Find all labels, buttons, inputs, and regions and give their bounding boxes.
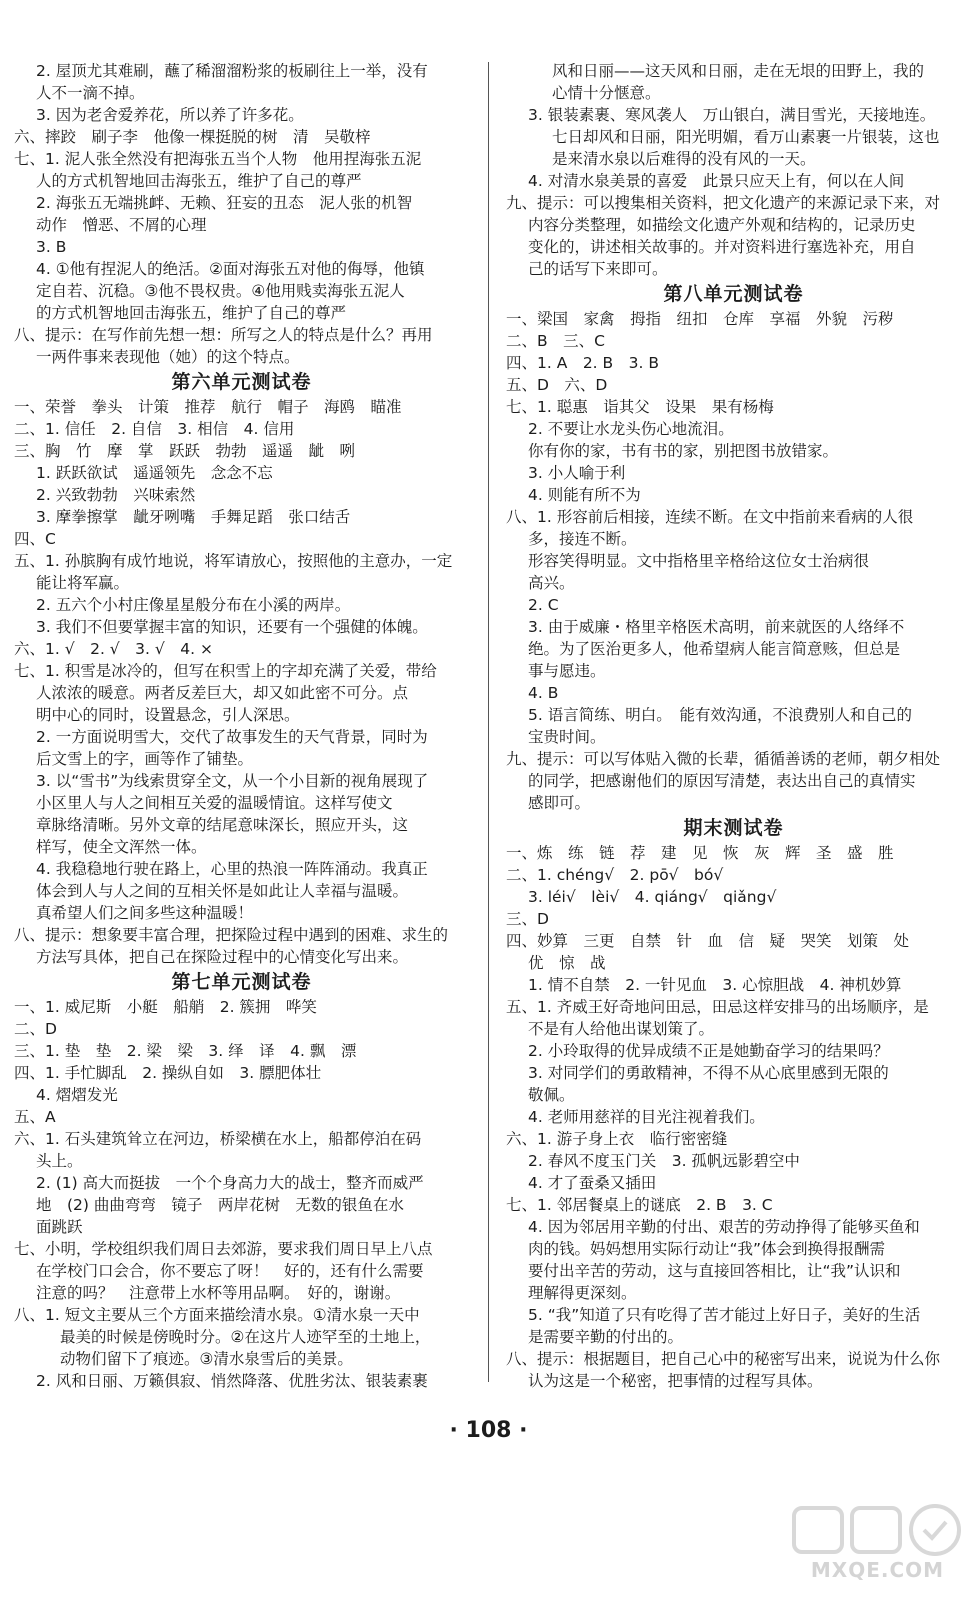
answer-line: 面跳跃 <box>36 1218 83 1236</box>
section-heading: 期末测试卷 <box>683 817 784 839</box>
answer-line: 是需要辛勤的付出的。 <box>528 1328 684 1346</box>
answer-line: 体会到人与人之间的互相关怀是如此让人幸福与温暖。 <box>36 882 409 900</box>
answer-line: 3. B <box>36 238 67 256</box>
answer-line: 后文雪上的字，画等作了铺垫。 <box>36 750 254 768</box>
answer-line: 动作 憎恶、不屑的心理 <box>36 216 207 234</box>
answer-line: 明中心的同时，设置悬念，引人深思。 <box>36 706 300 724</box>
right-column <box>506 60 961 1392</box>
answer-line: 四、C <box>14 530 56 548</box>
answer-line: 人不一滴不掉。 <box>36 84 145 102</box>
page-number: · 108 · <box>449 1418 528 1443</box>
answer-line: 八、提示：想象要丰富合理，把探险过程中遇到的困难、求生的 <box>14 926 449 944</box>
answer-line: 二、D <box>14 1020 57 1038</box>
answer-line: 优 惊 战 <box>528 954 606 972</box>
answer-line: 二、1. 信任 2. 自信 3. 相信 4. 信用 <box>14 420 295 438</box>
answer-line: 2. 春风不度玉门关 3. 孤帆远影碧空中 <box>528 1152 800 1170</box>
answer-line: 2. 海张五无端挑衅、无赖、狂妄的丑态 泥人张的机智 <box>36 194 413 212</box>
answer-line: 真希望人们之间多些这种温暖！ <box>36 904 254 922</box>
answer-line: 感即可。 <box>528 794 591 812</box>
answer-line: 的方式机智地回击海张五，维护了自己的尊严 <box>36 304 347 322</box>
answer-line: 四、1. A 2. B 3. B <box>506 354 660 372</box>
answer-line: 一两件事来表现他（她）的这个特点。 <box>36 348 300 366</box>
answer-line: 3. 由于威廉・格里辛格医术高明，前来就医的人络绎不 <box>528 618 905 636</box>
answer-line: 4. 则能有所不为 <box>528 486 641 504</box>
answer-line: 二、B 三、C <box>506 332 605 350</box>
answer-line: 3. 我们不但要掌握丰富的知识，还要有一个强健的体魄。 <box>36 618 428 636</box>
answer-line: 动物们留下了痕迹。③清水泉雪后的美景。 <box>60 1350 353 1368</box>
answer-line: 八、提示：根据题目，把自己心中的秘密写出来，说说为什么你 <box>506 1350 941 1368</box>
answer-line: 三、1. 垫 垫 2. 梁 梁 3. 绎 译 4. 飘 漂 <box>14 1042 357 1060</box>
answer-line: 3. 对同学们的勇敢精神，不得不从心底里感到无限的 <box>528 1064 889 1082</box>
answer-line: 高兴。 <box>528 574 575 592</box>
answer-line: 二、1. chéng√ 2. pō√ bó√ <box>506 866 724 884</box>
answer-line: 四、妙算 三更 自禁 针 血 信 疑 哭笑 划策 处 <box>506 932 910 950</box>
answer-line: 样写，使全文浑然一体。 <box>36 838 207 856</box>
answer-line: 2. 五六个小村庄像星星般分布在小溪的两岸。 <box>36 596 351 614</box>
answer-line: 2. C <box>528 596 559 614</box>
answer-line: 小区里人与人之间相互关爱的温暖情谊。这样写使文 <box>36 794 393 812</box>
answer-line: 2. 屋顶尤其难刷，蘸了稀溜溜粉浆的板刷往上一举，没有 <box>36 62 428 80</box>
answer-line: 4. B <box>528 684 559 702</box>
answer-line: 八、提示：在写作前先想一想：所写之人的特点是什么？再用 <box>14 326 433 344</box>
answer-line: 七、1. 聪惠 诣其父 设果 果有杨梅 <box>506 398 774 416</box>
answer-line: 3. 银装素裹、寒风袭人 万山银白，满目雪光，天接地连。 <box>528 106 936 124</box>
answer-line: 五、A <box>14 1108 56 1126</box>
answer-line: 4. 因为邻居用辛勤的付出、艰苦的劳动挣得了能够买鱼和 <box>528 1218 920 1236</box>
answer-line: 一、荣誉 拳头 计策 推荐 航行 帽子 海鸥 瞄准 <box>14 398 402 416</box>
answer-line: 七、1. 泥人张全然没有把海张五当个人物 他用捏海张五泥 <box>14 150 422 168</box>
answer-line: 四、1. 手忙脚乱 2. 操纵自如 3. 膘肥体壮 <box>14 1064 322 1082</box>
answer-line: 五、D 六、D <box>506 376 608 394</box>
answer-line: 地 (2) 曲曲弯弯 镜子 两岸花树 无数的银鱼在水 <box>36 1196 404 1214</box>
answer-line: 1. 情不自禁 2. 一针见血 3. 心惊胆战 4. 神机妙算 <box>528 976 902 994</box>
answer-line: 3. 因为老舍爱养花，所以养了许多花。 <box>36 106 304 124</box>
answer-line: 七、1. 积雪是冰冷的，但写在积雪上的字却充满了关爱，带给 <box>14 662 437 680</box>
answer-line: 六、摔跤 刷子李 他像一棵挺脱的树 清 吴敬梓 <box>14 128 371 146</box>
answer-line: 内容分类整理，如描绘文化遗产外观和结构的，记录历史 <box>528 216 916 234</box>
answer-line: 一、梁国 家禽 拇指 纽扣 仓库 享福 外貌 污秽 <box>506 310 894 328</box>
answer-line: 的同学，把感谢他们的原因写清楚，表达出自己的真情实 <box>528 772 916 790</box>
answer-line: 敬佩。 <box>528 1086 575 1104</box>
answer-line: 方法写具体，把自己在探险过程中的心情变化写出来。 <box>36 948 409 966</box>
answer-line: 心情十分惬意。 <box>552 84 661 102</box>
answer-line: 九、提示：可以写体贴入微的长辈，循循善诱的老师，朝夕相处 <box>506 750 941 768</box>
section-heading: 第八单元测试卷 <box>663 283 804 305</box>
answer-line: 2. (1) 高大而挺拔 一个个身高力大的战士，整齐而威严 <box>36 1174 424 1192</box>
answer-line: 形容笑得明显。文中指格里辛格给这位女士治病很 <box>528 552 870 570</box>
answer-line: 2. 兴致勃勃 兴味索然 <box>36 486 196 504</box>
watermark-logo <box>790 1500 965 1590</box>
answer-line: 六、1. 游子身上衣 临行密密缝 <box>506 1130 728 1148</box>
answer-line: 3. 以“雪书”为线索贯穿全文，从一个小目新的视角展现了 <box>36 772 429 790</box>
answer-line: 事与愿违。 <box>528 662 606 680</box>
answer-line: 三、D <box>506 910 549 928</box>
answer-line: 能让将军赢。 <box>36 574 130 592</box>
answer-line: 七、小明，学校组织我们周日去郊游，要求我们周日早上八点 <box>14 1240 433 1258</box>
answer-line: 在学校门口会合，你不要忘了呀！ 好的，还有什么需要 <box>36 1262 424 1280</box>
answer-line: 4. 熠熠发光 <box>36 1086 118 1104</box>
answer-line: 5. 语言简练、明白。 能有效沟通，不浪费别人和自己的 <box>528 706 912 724</box>
answer-line: 不是有人给他出谋划策了。 <box>528 1020 715 1038</box>
answer-line: 1. 跃跃欲试 遥遥领先 念念不忘 <box>36 464 273 482</box>
answer-line: 5. “我”知道了只有吃得了苦才能过上好日子，美好的生活 <box>528 1306 921 1324</box>
answer-line: 注意的吗？ 注意带上水杯等用品啊。 好的，谢谢。 <box>36 1284 401 1302</box>
answer-line: 风和日丽——这天风和日丽，走在无垠的田野上，我的 <box>552 62 925 80</box>
answer-line: 绝。为了医治更多人，他希望病人能言简意赅，但总是 <box>528 640 901 658</box>
answer-line: 4. 才了蚕桑又插田 <box>528 1174 657 1192</box>
answer-line: 人的方式机智地回击海张五，维护了自己的尊严 <box>36 172 362 190</box>
answer-line: 肉的钱。妈妈想用实际行动让“我”体会到换得报酬需 <box>528 1240 886 1258</box>
answer-line: 4. 老师用慈祥的目光注视着我们。 <box>528 1108 765 1126</box>
answer-line: 宝贵时间。 <box>528 728 606 746</box>
section-heading: 第七单元测试卷 <box>171 971 312 993</box>
answer-line: 六、1. √ 2. √ 3. √ 4. × <box>14 640 213 658</box>
answer-line: 4. 我稳稳地行驶在路上，心里的热浪一阵阵涌动。我真正 <box>36 860 428 878</box>
answer-line: 多，接连不断。 <box>528 530 637 548</box>
answer-line: 2. 不要让水龙头伤心地流泪。 <box>528 420 734 438</box>
watermark-logo-icon <box>790 1500 965 1560</box>
answer-line: 八、1. 形容前后相接，连续不断。在文中指前来看病的人很 <box>506 508 914 526</box>
answer-line: 3. 摩拳擦掌 龇牙咧嘴 手舞足蹈 张口结舌 <box>36 508 351 526</box>
answer-line: 理解得更深刻。 <box>528 1284 637 1302</box>
answer-line: 五、1. 齐威王好奇地问田忌，田忌这样安排马的出场顺序，是 <box>506 998 929 1016</box>
answer-line: 头上。 <box>36 1152 83 1170</box>
answer-line: 一、1. 威尼斯 小艇 船艄 2. 簇拥 哗笑 <box>14 998 317 1016</box>
column-divider <box>488 62 489 1382</box>
left-column <box>14 60 469 1392</box>
section-heading: 第六单元测试卷 <box>171 371 312 393</box>
answer-line: 人浓浓的暖意。两者反差巨大，却又如此密不可分。点 <box>36 684 409 702</box>
answer-line: 变化的，讲述相关故事的。并对资料进行塞选补充，用自 <box>528 238 916 256</box>
answer-line: 章脉络清晰。另外文章的结尾意味深长，照应开头，这 <box>36 816 409 834</box>
answer-line: 五、1. 孙膑胸有成竹地说，将军请放心，按照他的主意办，一定 <box>14 552 453 570</box>
answer-line: 4. ①他有捏泥人的绝活。②面对海张五对他的侮辱，他镇 <box>36 260 425 278</box>
answer-line: 2. 小玲取得的优异成绩不正是她勤奋学习的结果吗？ <box>528 1042 889 1060</box>
answer-line: 己的话写下来即可。 <box>528 260 668 278</box>
answer-line: 八、1. 短文主要从三个方面来描绘清水泉。①清水泉一天中 <box>14 1306 420 1324</box>
answer-line: 七日却风和日丽，阳光明媚，看万山素裹一片银装，这也 <box>552 128 940 146</box>
answer-line: 定自若、沉稳。③他不畏权贵。④他用贱卖海张五泥人 <box>36 282 405 300</box>
answer-line: 2. 风和日丽、万籁俱寂、悄然降落、优胜劣汰、银装素裹 <box>36 1372 428 1390</box>
answer-line: 3. 小人喻于利 <box>528 464 626 482</box>
answer-line: 是来清水泉以后难得的没有风的一天。 <box>552 150 816 168</box>
answer-line: 认为这是一个秘密，把事情的过程写具体。 <box>528 1372 823 1390</box>
answer-line: 三、胸 竹 摩 掌 跃跃 勃勃 遥遥 龇 咧 <box>14 442 356 460</box>
answer-line: 九、提示：可以搜集相关资料，把文化遗产的来源记录下来，对 <box>506 194 941 212</box>
watermark-text: MXQE.COM <box>810 1558 945 1582</box>
answer-line: 要付出辛苦的劳动，这与直接回答相比，让“我”认识和 <box>528 1262 901 1280</box>
answer-line: 最美的时候是傍晚时分。②在这片人迹罕至的土地上， <box>60 1328 431 1346</box>
answer-line: 一、炼 练 链 荐 建 见 恢 灰 辉 圣 盛 胜 <box>506 844 894 862</box>
answer-line: 你有你的家，书有书的家，别把图书放错家。 <box>528 442 839 460</box>
answer-line: 2. 一方面说明雪大，交代了故事发生的天气背景，同时为 <box>36 728 428 746</box>
answer-line: 3. léi√ lèi√ 4. qiáng√ qiǎng√ <box>528 888 777 906</box>
answer-line: 七、1. 邻居餐桌上的谜底 2. B 3. C <box>506 1196 773 1214</box>
answer-line: 4. 对清水泉美景的喜爱 此景只应天上有，何以在人间 <box>528 172 905 190</box>
answer-line: 六、1. 石头建筑耸立在河边，桥梁横在水上，船都停泊在码 <box>14 1130 422 1148</box>
